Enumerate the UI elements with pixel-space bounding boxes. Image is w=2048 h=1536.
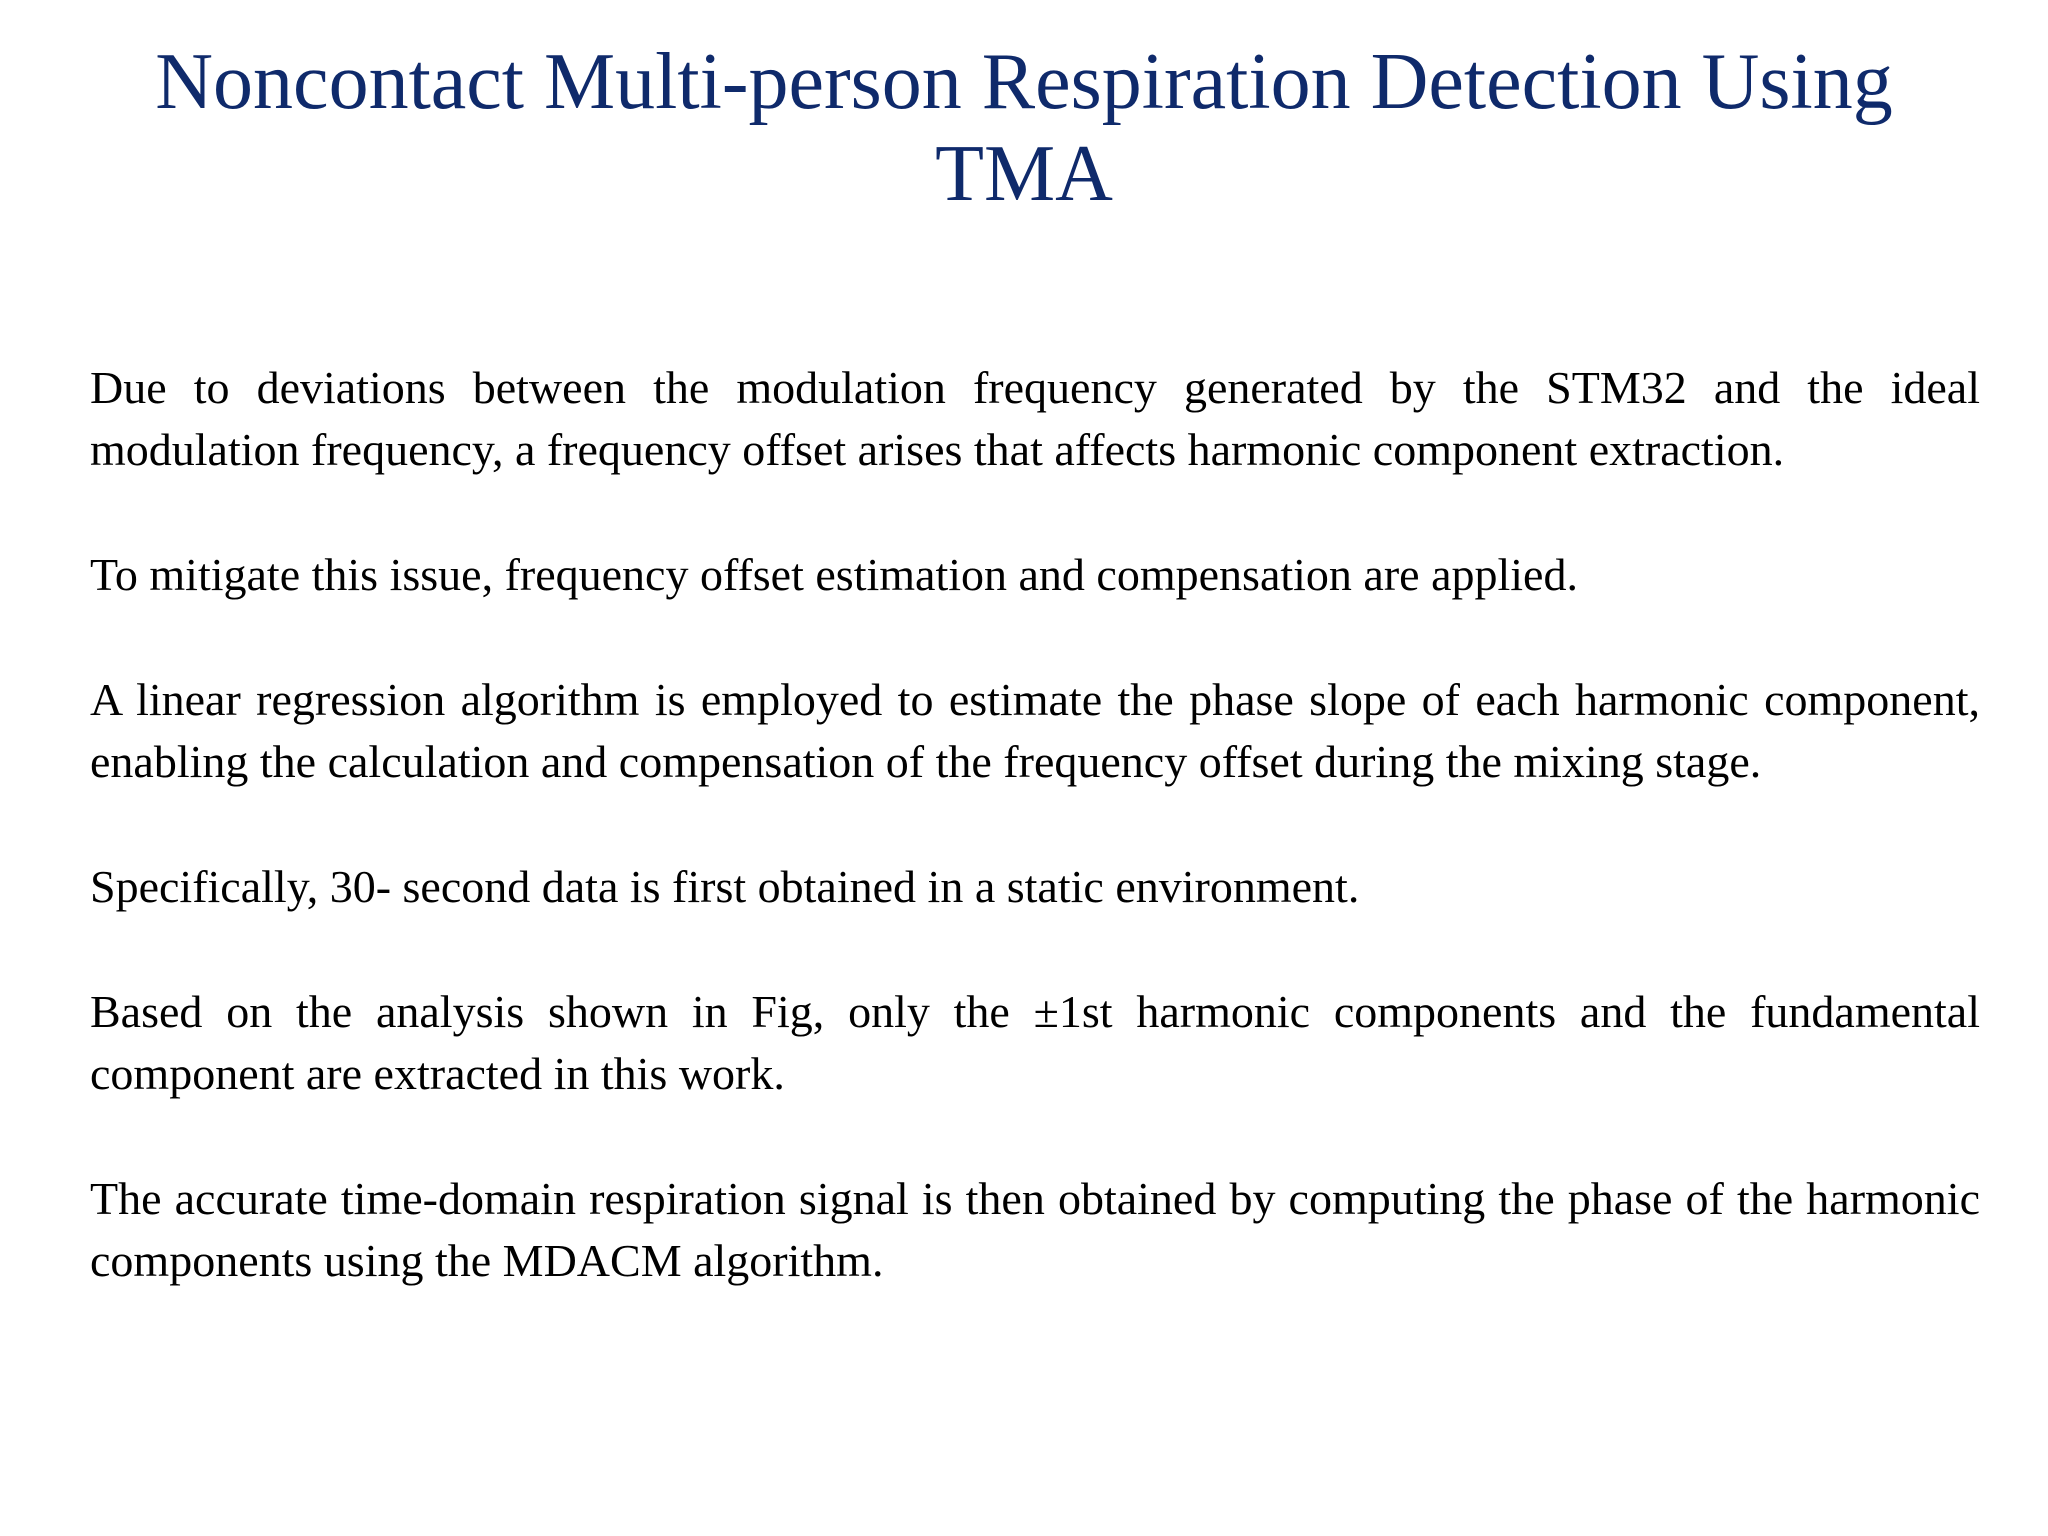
paragraph-frequency-deviation: Due to deviations between the modulation frequency generated by the STM32 and the ideal modulation frequency, a frequency offset arises that affects harmonic component extraction. <box>90 362 1980 475</box>
paragraph-linear-regression: A linear regression algorithm is employed to estimate the phase slope of each harmonic component, enabling the calculation and compensation of the frequency offset during the mixing stage. <box>90 674 1980 787</box>
paragraph-mitigation: To mitigate this issue, frequency offset estimation and compensation are applied. <box>90 549 1578 600</box>
slide-title: Noncontact Multi-person Respiration Detection Using TMA <box>155 38 1893 218</box>
paragraph-harmonic-extraction: Based on the analysis shown in Fig, only the ±1st harmonic components and the fundamental component are extracted in this work. <box>90 986 1980 1099</box>
paragraph-static-data: Specifically, 30- second data is first obtained in a static environment. <box>90 861 1360 912</box>
slide-body <box>90 357 1980 1292</box>
paragraph-respiration-signal: The accurate time-domain respiration signal is then obtained by computing the phase of the harmonic components using the MDACM algorithm. <box>90 1173 1980 1286</box>
